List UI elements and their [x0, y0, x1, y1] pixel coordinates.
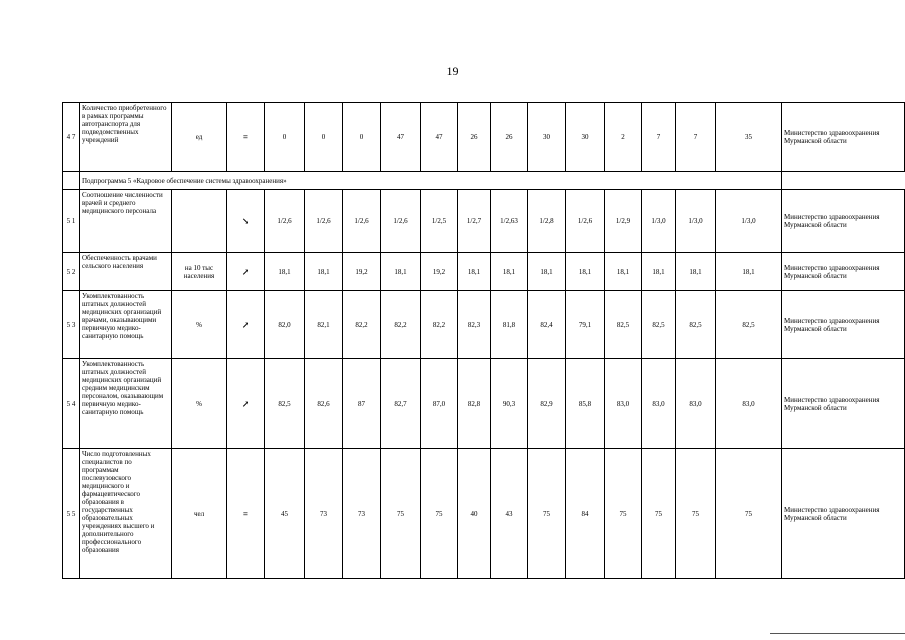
- value-cell: 82,2: [421, 291, 458, 359]
- indicator-name-cell: Укомплектованность штатных должностей медицинских организаций врачами, оказывающими первичную медико-санитарную помощь: [80, 291, 172, 359]
- value-cell: 18,1: [491, 253, 528, 291]
- value-cell: 83,0: [676, 359, 716, 449]
- value-cell: 47: [381, 103, 421, 172]
- page-number: 19: [446, 64, 459, 78]
- value-cell: 18,1: [381, 253, 421, 291]
- value-cell: 0: [265, 103, 305, 172]
- value-cell: 19,2: [421, 253, 458, 291]
- value-cell: 82,1: [305, 291, 343, 359]
- value-cell: 83,0: [642, 359, 676, 449]
- indicator-name-cell: Укомплектованность штатных должностей медицинских организаций средним медицинским персоналом, оказывающим первичную медико-санитарную помощь: [80, 359, 172, 449]
- table-row: [63, 291, 905, 359]
- value-cell: 18,1: [305, 253, 343, 291]
- responsible-org-cell: Министерство здравоохранения Мурманской области: [782, 359, 905, 449]
- indicator-name-cell: Соотношение численности врачей и среднего медицинского персонала: [80, 190, 172, 253]
- value-cell: 82,5: [716, 291, 782, 359]
- value-cell: 30: [528, 103, 566, 172]
- value-cell: 75: [716, 449, 782, 579]
- value-cell: 19,2: [343, 253, 381, 291]
- table-body-section5: [63, 190, 905, 579]
- value-cell: 1/2,6: [343, 190, 381, 253]
- value-cell: 1/2,7: [458, 190, 491, 253]
- value-cell: 73: [305, 449, 343, 579]
- value-cell: 0: [305, 103, 343, 172]
- unit-cell: на 10 тыс населения: [172, 253, 227, 291]
- table-row: [63, 190, 905, 253]
- value-cell: 47: [421, 103, 458, 172]
- value-cell: 1/2,6: [305, 190, 343, 253]
- value-cell: 1/2,6: [566, 190, 605, 253]
- value-cell: 1/3,0: [716, 190, 782, 253]
- subprogram-section: [63, 172, 905, 190]
- value-cell: 82,5: [676, 291, 716, 359]
- value-cell: 87: [343, 359, 381, 449]
- value-cell: 82,7: [381, 359, 421, 449]
- subprogram-title: Подпрограмма 5 «Кадровое обеспечение системы здравоохранения»: [80, 172, 782, 190]
- row-number-cell: 4 7: [63, 103, 80, 172]
- value-cell: 18,1: [605, 253, 642, 291]
- value-cell: 82,3: [458, 291, 491, 359]
- value-cell: 83,0: [605, 359, 642, 449]
- value-cell: 1/2,6: [381, 190, 421, 253]
- value-cell: 1/3,0: [676, 190, 716, 253]
- value-cell: 26: [491, 103, 528, 172]
- value-cell: 83,0: [716, 359, 782, 449]
- indicator-name-cell: Обеспеченность врачами сельского населения: [80, 253, 172, 291]
- value-cell: 81,8: [491, 291, 528, 359]
- indicators-table: [62, 102, 905, 579]
- value-cell: 82,8: [458, 359, 491, 449]
- table-row: [63, 103, 905, 172]
- value-cell: 18,1: [676, 253, 716, 291]
- value-cell: 82,2: [343, 291, 381, 359]
- value-cell: 2: [605, 103, 642, 172]
- value-cell: 40: [458, 449, 491, 579]
- value-cell: 79,1: [566, 291, 605, 359]
- value-cell: 75: [605, 449, 642, 579]
- value-cell: 43: [491, 449, 528, 579]
- value-cell: 75: [528, 449, 566, 579]
- responsible-org-cell: Министерство здравоохранения Мурманской области: [782, 291, 905, 359]
- value-cell: 75: [421, 449, 458, 579]
- unit-cell: %: [172, 291, 227, 359]
- trend-cell: ↘: [227, 190, 265, 253]
- value-cell: 1/2,5: [421, 190, 458, 253]
- value-cell: 18,1: [458, 253, 491, 291]
- value-cell: 82,4: [528, 291, 566, 359]
- value-cell: 1/2,63: [491, 190, 528, 253]
- table-row: [63, 253, 905, 291]
- value-cell: 82,5: [265, 359, 305, 449]
- responsible-org-cell: Министерство здравоохранения Мурманской области: [782, 449, 905, 579]
- trend-cell: ↗: [227, 253, 265, 291]
- value-cell: 30: [566, 103, 605, 172]
- value-cell: 75: [676, 449, 716, 579]
- unit-cell: %: [172, 359, 227, 449]
- value-cell: 1/3,0: [642, 190, 676, 253]
- value-cell: 18,1: [716, 253, 782, 291]
- value-cell: 73: [343, 449, 381, 579]
- value-cell: 82,5: [605, 291, 642, 359]
- value-cell: 1/2,6: [265, 190, 305, 253]
- value-cell: 90,3: [491, 359, 528, 449]
- row-number-cell: 5 4: [63, 359, 80, 449]
- indicator-name-cell: Число подготовленных специалистов по программам послевузовского медицинского и фармацевтического образования в государственных образовательных учреждениях высшего и дополнительного профессионального образования: [80, 449, 172, 579]
- page-edge-line: [770, 633, 905, 634]
- unit-cell: ед: [172, 103, 227, 172]
- value-cell: 75: [381, 449, 421, 579]
- trend-cell: =: [227, 103, 265, 172]
- value-cell: 82,9: [528, 359, 566, 449]
- responsible-org-cell: Министерство здравоохранения Мурманской области: [782, 190, 905, 253]
- table-row: [63, 359, 905, 449]
- value-cell: 26: [458, 103, 491, 172]
- value-cell: 18,1: [566, 253, 605, 291]
- value-cell: 82,2: [381, 291, 421, 359]
- value-cell: 18,1: [528, 253, 566, 291]
- row-number-cell: 5 5: [63, 449, 80, 579]
- value-cell: 85,8: [566, 359, 605, 449]
- trend-cell: ↗: [227, 291, 265, 359]
- row-number-cell: 5 2: [63, 253, 80, 291]
- trend-cell: =: [227, 449, 265, 579]
- unit-cell: [172, 190, 227, 253]
- responsible-org-cell: Министерство здравоохранения Мурманской области: [782, 103, 905, 172]
- value-cell: 45: [265, 449, 305, 579]
- value-cell: 18,1: [642, 253, 676, 291]
- value-cell: 84: [566, 449, 605, 579]
- table-row: [63, 449, 905, 579]
- trend-cell: ↗: [227, 359, 265, 449]
- table-body-section4: [63, 103, 905, 172]
- unit-cell: чел: [172, 449, 227, 579]
- value-cell: 35: [716, 103, 782, 172]
- value-cell: 18,1: [265, 253, 305, 291]
- value-cell: 1/2,9: [605, 190, 642, 253]
- value-cell: 82,0: [265, 291, 305, 359]
- indicator-name-cell: Количество приобретенного в рамках программы автотранспорта для подведомственных учреждений: [80, 103, 172, 172]
- value-cell: 7: [676, 103, 716, 172]
- row-number-cell: 5 3: [63, 291, 80, 359]
- value-cell: 75: [642, 449, 676, 579]
- responsible-org-cell: Министерство здравоохранения Мурманской области: [782, 253, 905, 291]
- value-cell: 87,0: [421, 359, 458, 449]
- row-number-cell: 5 1: [63, 190, 80, 253]
- value-cell: 0: [343, 103, 381, 172]
- value-cell: 82,5: [642, 291, 676, 359]
- value-cell: 1/2,8: [528, 190, 566, 253]
- value-cell: 7: [642, 103, 676, 172]
- value-cell: 82,6: [305, 359, 343, 449]
